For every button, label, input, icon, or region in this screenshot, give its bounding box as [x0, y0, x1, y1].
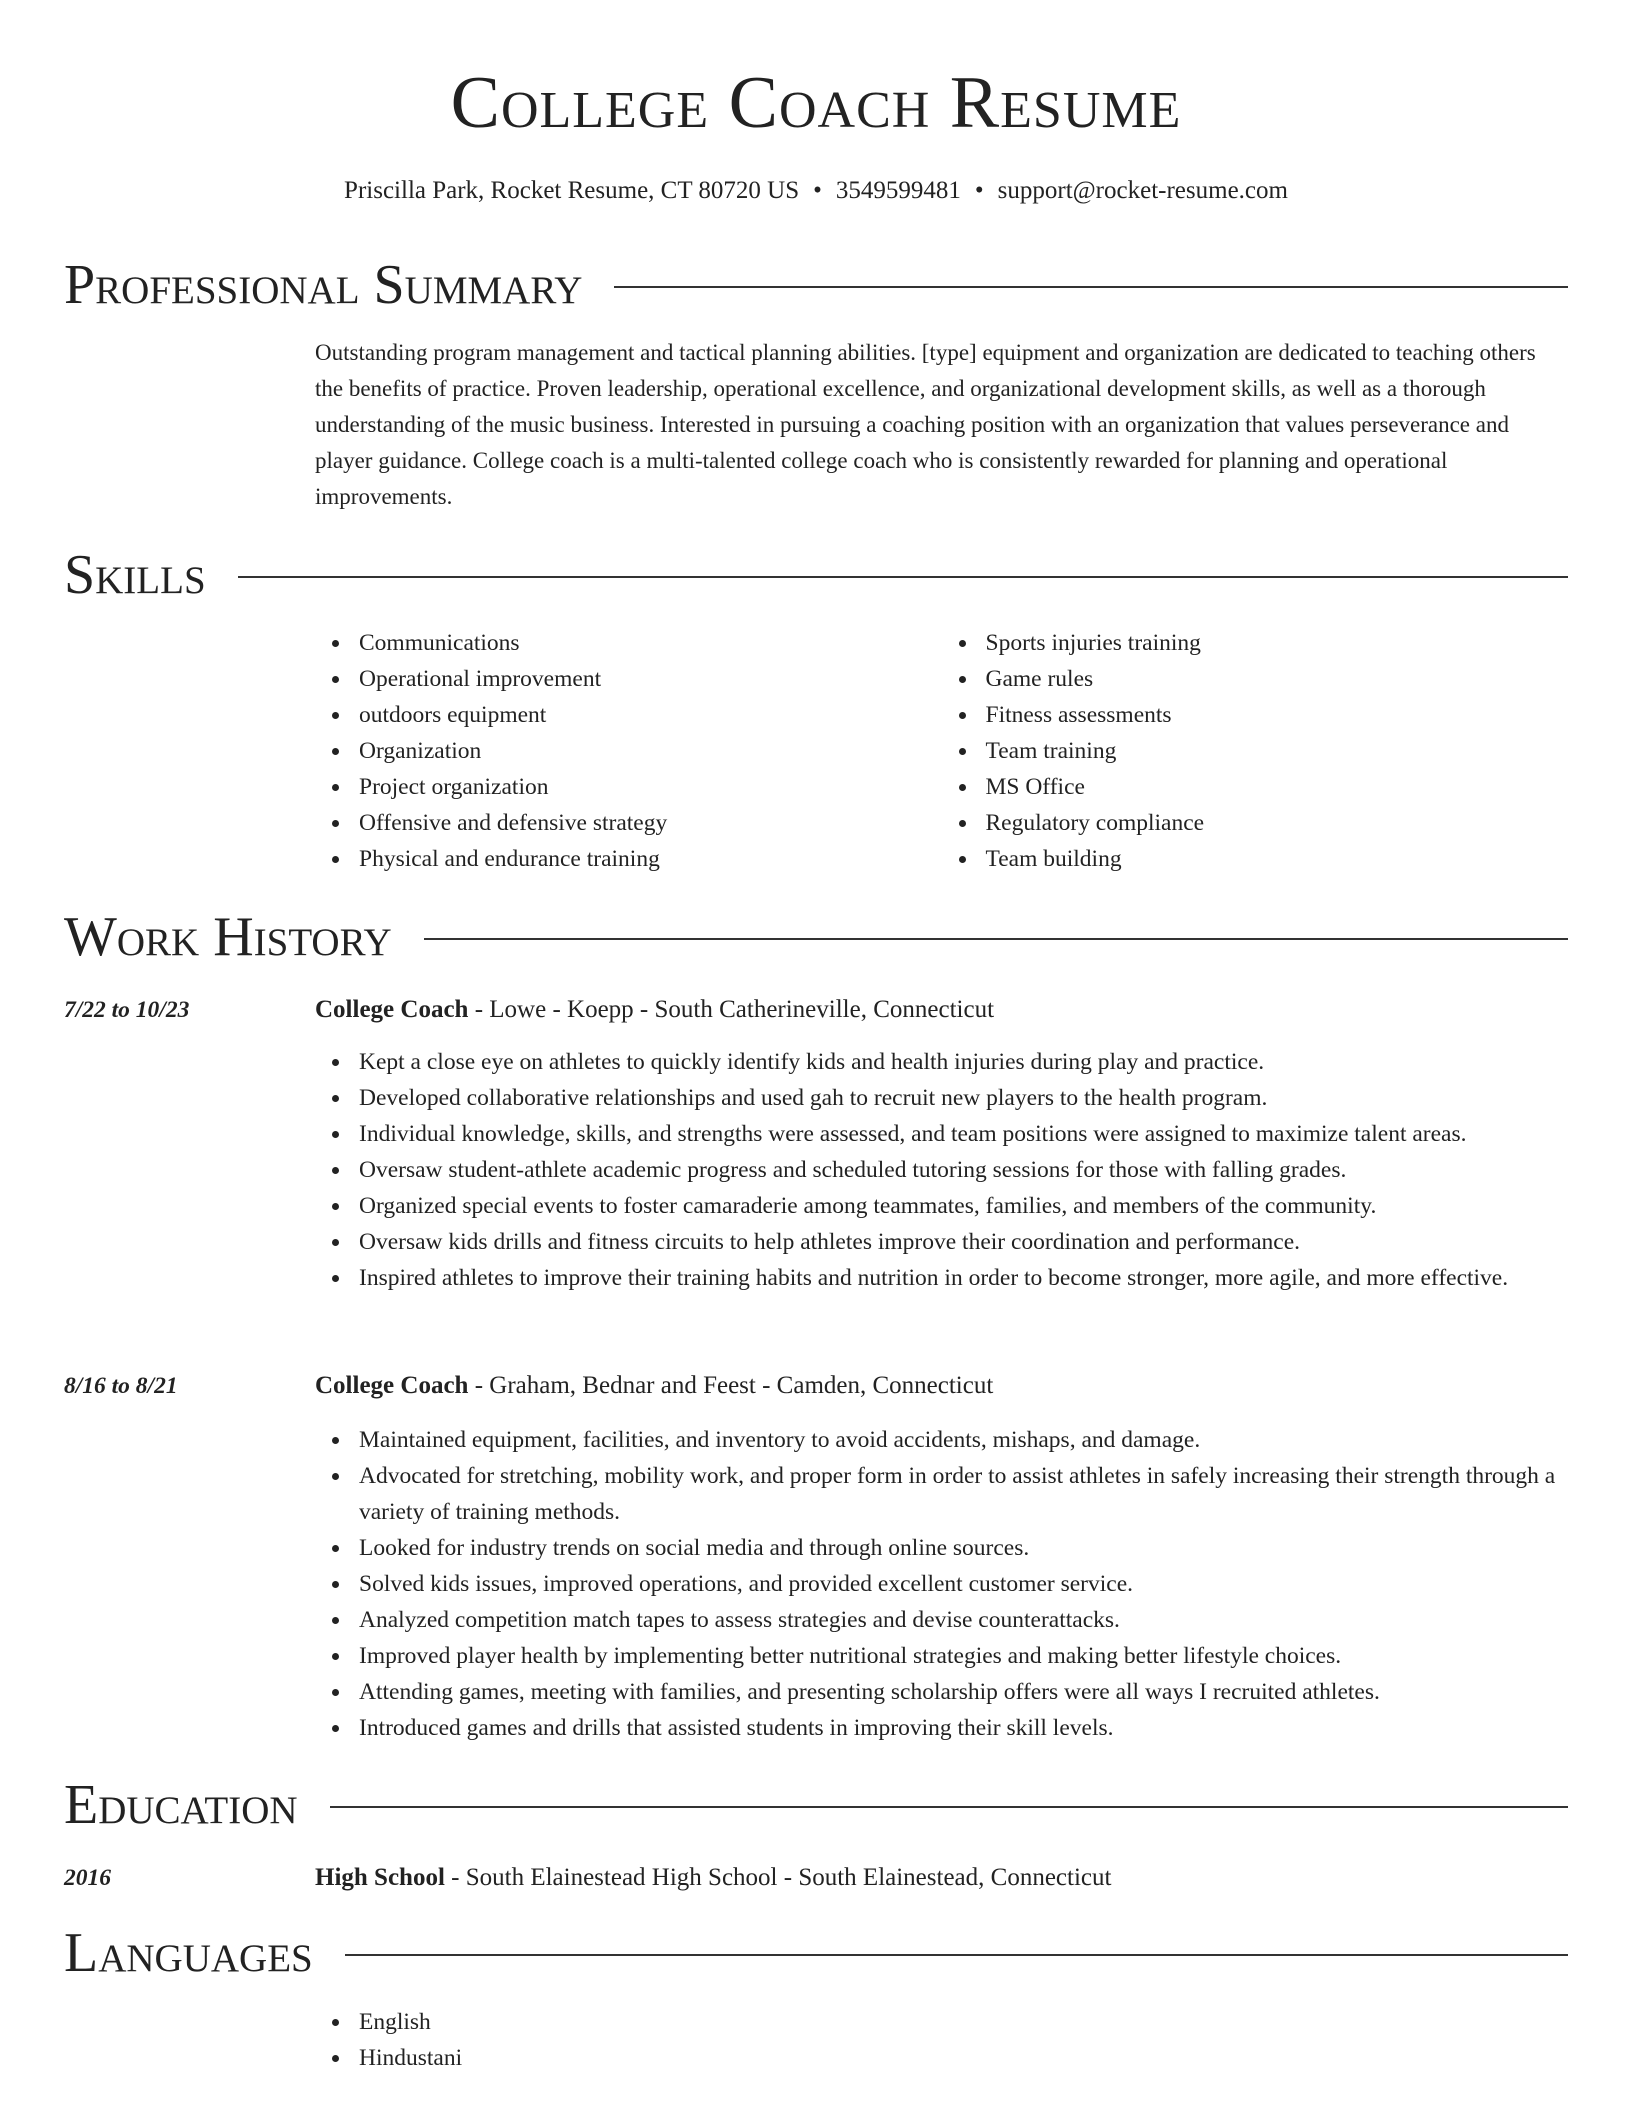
job-bullet: Maintained equipment, facilities, and inventory to avoid accidents, mishaps, and damage. — [359, 1422, 1568, 1458]
job-entry — [315, 1368, 1568, 1746]
skill-item: Team building — [986, 841, 1569, 877]
job-dates: 8/16 to 8/21 — [64, 1373, 178, 1399]
education-year: 2016 — [64, 1865, 111, 1891]
skill-item: Fitness assessments — [986, 697, 1569, 733]
languages-heading: Languages — [64, 1922, 313, 1984]
skill-item: Physical and endurance training — [359, 841, 942, 877]
skill-item: Organization — [359, 733, 942, 769]
section-divider — [238, 576, 1568, 578]
section-divider — [330, 1806, 1568, 1808]
job-employer: - Graham, Bednar and Feest - Camden, Connecticut — [468, 1372, 994, 1399]
resume-title: College Coach Resume — [450, 62, 1182, 144]
education-line — [315, 1860, 1568, 1896]
skills-column-right — [942, 625, 1569, 877]
job-dates: 7/22 to 10/23 — [64, 997, 190, 1023]
education-heading: Education — [64, 1774, 298, 1836]
skills-list — [315, 625, 1568, 877]
job-bullet: Advocated for stretching, mobility work, and proper form in order to assist athletes in safely increasing their strength through a variety of training methods. — [359, 1458, 1568, 1530]
job-bullet: Analyzed competition match tapes to assess strategies and devise counterattacks. — [359, 1602, 1568, 1638]
skills-heading: Skills — [64, 544, 206, 606]
summary-text: Outstanding program management and tactical planning abilities. [type] equipment and organization are dedicated to teaching others the benefits of practice. Proven leadership, operational excellence, and organizational development skills, as well as a thorough understanding of the music business. Interested in pursuing a coaching position with an organization that values perseverance and player guidance. College coach is a multi-talented college coach who is consistently rewarded for planning and operational improvements. — [315, 340, 1536, 509]
skill-item: MS Office — [986, 769, 1569, 805]
language-item: Hindustani — [359, 2040, 1568, 2076]
job-title-line — [315, 1368, 1568, 1404]
skill-item: Offensive and defensive strategy — [359, 805, 942, 841]
contact-address: Priscilla Park, Rocket Resume, CT 80720 US — [344, 177, 800, 204]
education-entry — [315, 1860, 1568, 1896]
section-divider — [614, 286, 1568, 288]
contact-line — [0, 174, 1632, 208]
skill-item: Operational improvement — [359, 661, 942, 697]
education-degree: High School — [315, 1864, 445, 1891]
job-bullet: Looked for industry trends on social media and through online sources. — [359, 1530, 1568, 1566]
job-bullet: Introduced games and drills that assisted students in improving their skill levels. — [359, 1710, 1568, 1746]
contact-email: support@rocket-resume.com — [997, 177, 1288, 204]
job-bullet: Kept a close eye on athletes to quickly identify kids and health injuries during play and practice. — [359, 1044, 1568, 1080]
skills-section-header — [64, 540, 1568, 610]
summary-heading: Professional Summary — [64, 254, 583, 316]
job-title-line — [315, 992, 1568, 1028]
skill-item: Sports injuries training — [986, 625, 1569, 661]
job-entry — [315, 992, 1568, 1296]
section-divider — [424, 938, 1568, 940]
summary-section-header — [64, 250, 1568, 320]
job-employer: - Lowe - Koepp - South Catherineville, Connecticut — [468, 996, 995, 1023]
job-bullets — [315, 1422, 1568, 1746]
job-bullet: Oversaw kids drills and fitness circuits to help athletes improve their coordination and performance. — [359, 1224, 1568, 1260]
job-bullet: Organized special events to foster camaraderie among teammates, families, and members of the community. — [359, 1188, 1568, 1224]
section-divider — [345, 1954, 1568, 1956]
job-role: College Coach — [315, 1372, 469, 1399]
job-bullets — [315, 1044, 1568, 1296]
job-bullet: Inspired athletes to improve their training habits and nutrition in order to become stronger, more agile, and more effective. — [359, 1260, 1568, 1296]
skill-item: outdoors equipment — [359, 697, 942, 733]
job-bullet: Oversaw student-athlete academic progress and scheduled tutoring sessions for those with falling grades. — [359, 1152, 1568, 1188]
job-role: College Coach — [315, 996, 469, 1023]
languages-list — [315, 2004, 1568, 2076]
skills-column-left — [315, 625, 942, 877]
work-heading: Work History — [64, 906, 392, 968]
job-bullet: Solved kids issues, improved operations, and provided excellent customer service. — [359, 1566, 1568, 1602]
job-bullet: Individual knowledge, skills, and strengths were assessed, and team positions were assigned to maximize talent areas. — [359, 1116, 1568, 1152]
job-bullet: Attending games, meeting with families, and presenting scholarship offers were all ways I recruited athletes. — [359, 1674, 1568, 1710]
education-section-header — [64, 1770, 1568, 1840]
contact-phone: 3549599481 — [835, 177, 961, 204]
skill-item: Project organization — [359, 769, 942, 805]
job-bullet: Developed collaborative relationships and used gah to recruit new players to the health program. — [359, 1080, 1568, 1116]
languages-section-header — [64, 1918, 1568, 1988]
skill-item: Game rules — [986, 661, 1569, 697]
summary-body — [315, 335, 1568, 515]
contact-separator: • — [974, 177, 984, 204]
education-school: - South Elainestead High School - South Elainestead, Connecticut — [444, 1864, 1112, 1891]
job-bullet: Improved player health by implementing better nutritional strategies and making better lifestyle choices. — [359, 1638, 1568, 1674]
languages-bullets — [315, 2004, 1568, 2076]
work-section-header — [64, 902, 1568, 972]
contact-separator: • — [813, 177, 822, 204]
skill-item: Team training — [986, 733, 1569, 769]
language-item: English — [359, 2004, 1568, 2040]
skill-item: Regulatory compliance — [986, 805, 1569, 841]
skill-item: Communications — [359, 625, 942, 661]
